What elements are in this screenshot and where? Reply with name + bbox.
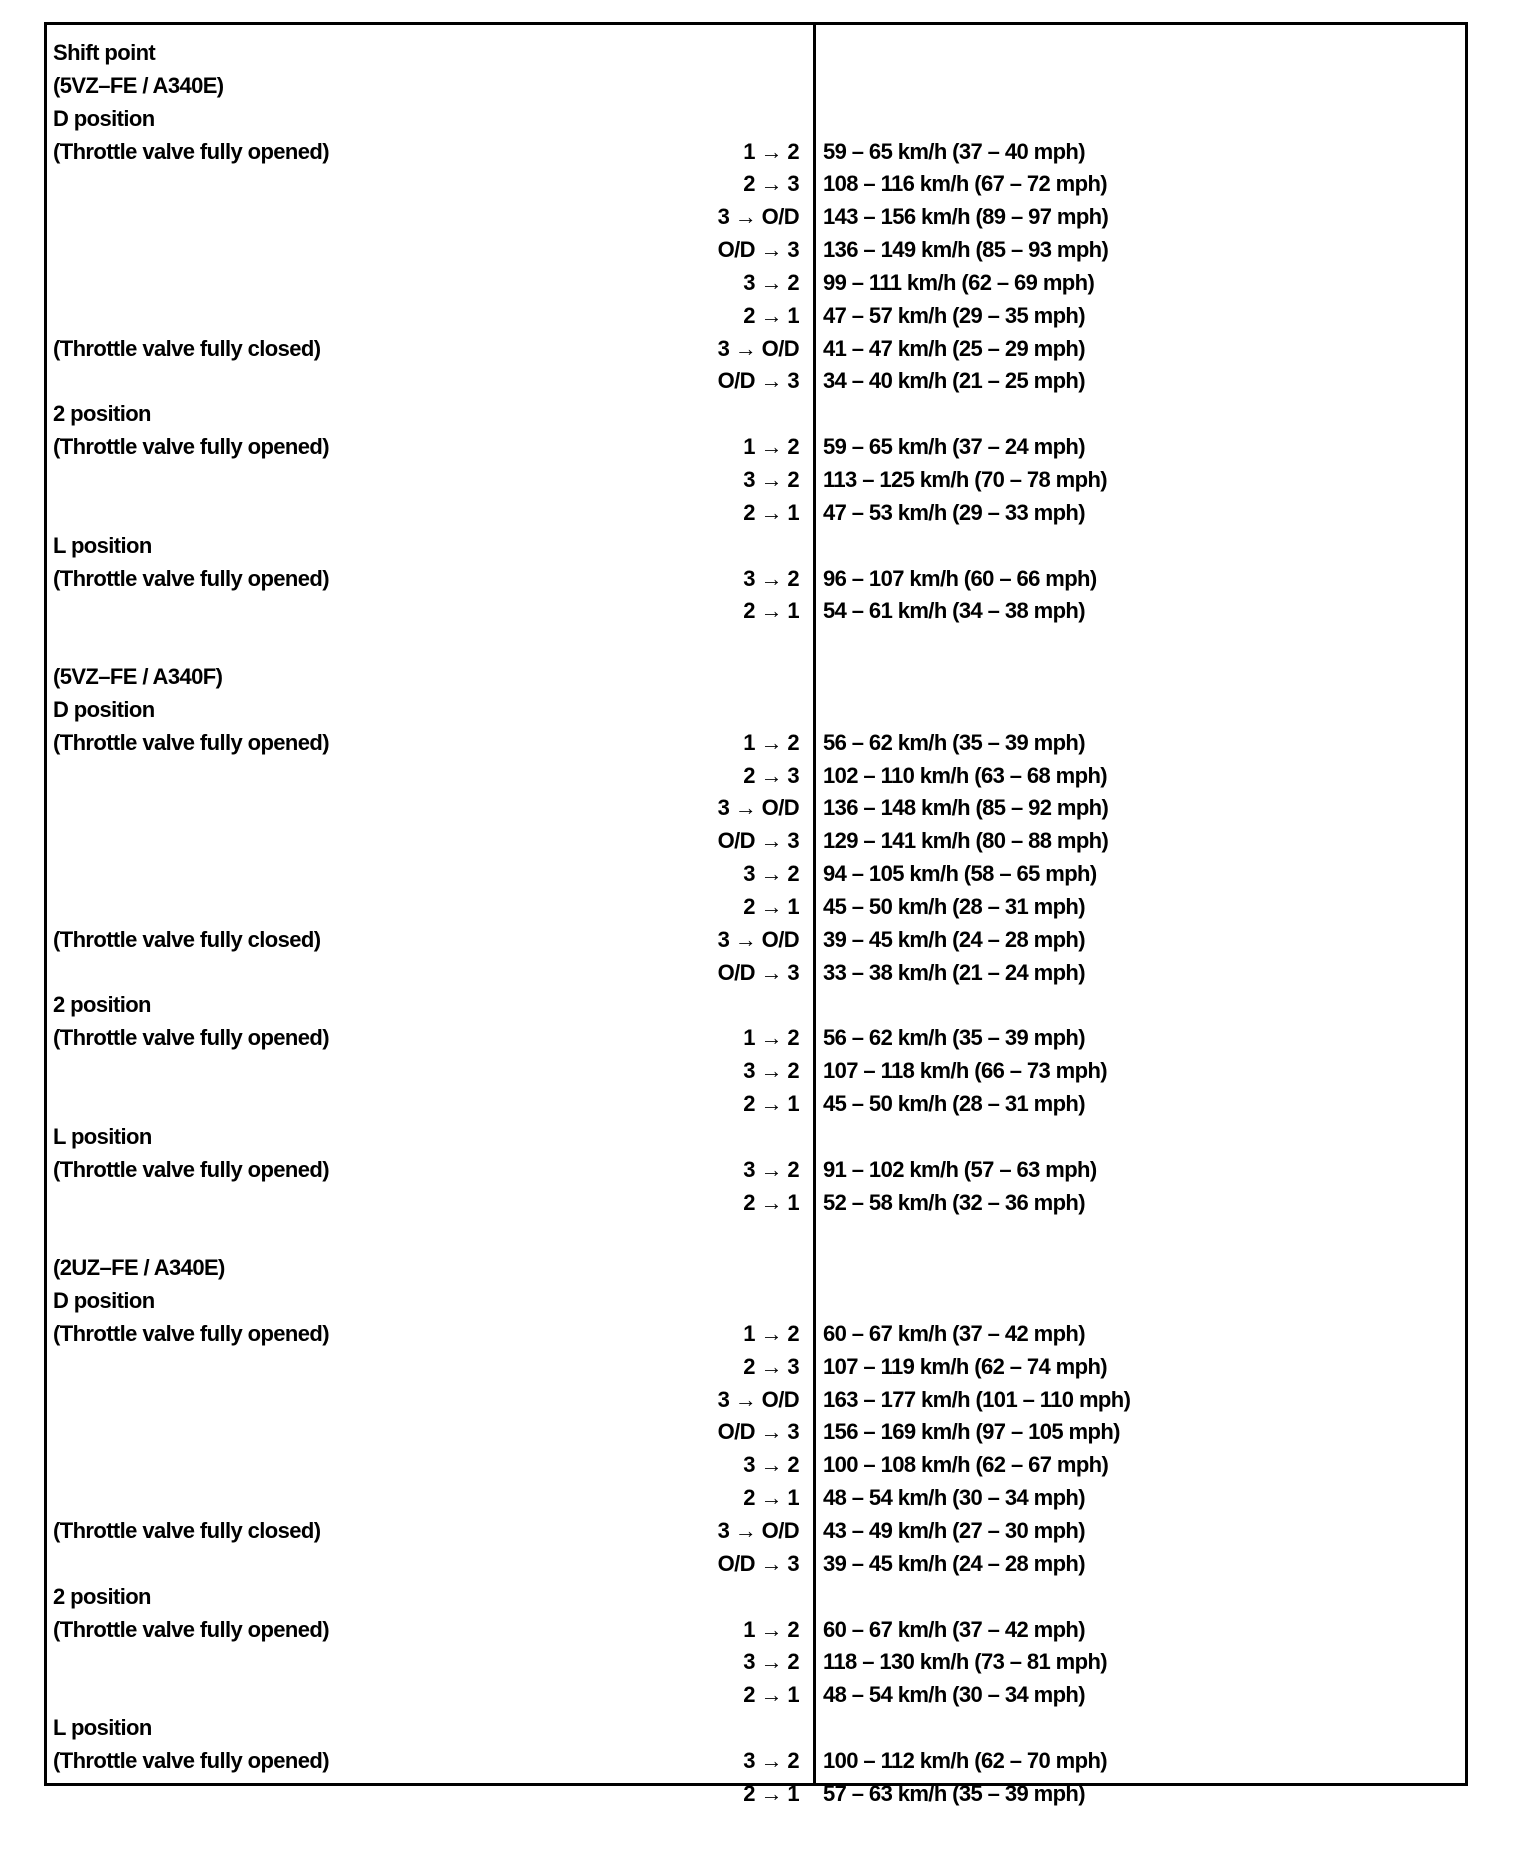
row-speed-value: 39 – 45 km/h (24 – 28 mph) — [823, 926, 1085, 952]
row-shift-range: 2 → 3 — [743, 762, 799, 788]
row-speed-value: 33 – 38 km/h (21 – 24 mph) — [823, 959, 1085, 985]
row-speed-value: 43 – 49 km/h (27 – 30 mph) — [823, 1517, 1085, 1543]
table-row — [47, 1515, 1465, 1548]
row-condition-label: (Throttle valve fully opened) — [53, 1616, 329, 1642]
row-condition-label: (5VZ–FE / A340F) — [53, 664, 223, 690]
row-speed-value: 100 – 112 km/h (62 – 70 mph) — [823, 1747, 1108, 1773]
row-shift-range: 3 → 2 — [743, 1649, 799, 1675]
row-shift-range: 3 → 2 — [743, 1452, 799, 1478]
row-speed-value: 47 – 57 km/h (29 – 35 mph) — [823, 302, 1085, 328]
table-row — [47, 661, 1465, 694]
row-shift-range: 2 → 3 — [743, 171, 799, 197]
table-row — [47, 136, 1465, 169]
row-shift-range: O/D → 3 — [717, 959, 799, 985]
spec-rows — [47, 37, 1465, 1811]
table-row — [47, 825, 1465, 858]
table-row — [47, 234, 1465, 267]
row-shift-range: O/D → 3 — [717, 1419, 799, 1445]
table-row — [47, 1187, 1465, 1220]
row-speed-value: 48 – 54 km/h (30 – 34 mph) — [823, 1485, 1085, 1511]
row-shift-range: 1 → 2 — [743, 1025, 799, 1051]
table-row — [47, 1055, 1465, 1088]
row-shift-range: 2 → 1 — [743, 893, 799, 919]
table-row — [47, 300, 1465, 333]
row-shift-range: 3 → O/D — [717, 1386, 799, 1412]
table-row — [47, 1449, 1465, 1482]
row-shift-range: 3 → O/D — [717, 1517, 799, 1543]
row-shift-range: 2 → 1 — [743, 1485, 799, 1511]
table-row — [47, 1252, 1465, 1285]
row-speed-value: 45 – 50 km/h (28 – 31 mph) — [823, 1091, 1085, 1116]
row-condition-label: (2UZ–FE / A340E) — [53, 1255, 225, 1281]
table-row — [47, 891, 1465, 924]
row-shift-range: 3 → 2 — [743, 1156, 799, 1182]
table-row — [47, 333, 1465, 366]
row-shift-range: 3 → O/D — [717, 795, 799, 821]
table-row — [47, 957, 1465, 990]
row-speed-value: 57 – 63 km/h (35 – 39 mph) — [823, 1780, 1085, 1806]
row-speed-value: 100 – 108 km/h (62 – 67 mph) — [823, 1452, 1109, 1478]
row-condition-label: Shift point — [53, 40, 156, 65]
table-row — [47, 464, 1465, 497]
row-shift-range: O/D → 3 — [717, 237, 799, 263]
row-condition-label: (Throttle valve fully closed) — [53, 926, 321, 952]
row-speed-value: 163 – 177 km/h (101 – 110 mph) — [823, 1386, 1131, 1412]
row-shift-range: 3 → O/D — [717, 335, 799, 361]
table-row — [47, 530, 1465, 563]
row-condition-label: 2 position — [53, 992, 151, 1018]
row-speed-value: 56 – 62 km/h (35 – 39 mph) — [823, 729, 1085, 755]
table-row — [47, 924, 1465, 957]
row-condition-label: (Throttle valve fully closed) — [53, 335, 321, 361]
row-speed-value: 48 – 54 km/h (30 – 34 mph) — [823, 1682, 1085, 1708]
row-condition-label: L position — [53, 1123, 152, 1149]
row-speed-value: 60 – 67 km/h (37 – 42 mph) — [823, 1320, 1085, 1346]
row-condition-label: (Throttle valve fully opened) — [53, 434, 329, 460]
row-condition-label: (Throttle valve fully opened) — [53, 1156, 329, 1182]
row-shift-range: 1 → 2 — [743, 434, 799, 460]
row-speed-value: 136 – 148 km/h (85 – 92 mph) — [823, 795, 1109, 821]
table-row — [47, 1022, 1465, 1055]
row-shift-range: 3 → O/D — [717, 204, 799, 230]
table-row — [47, 563, 1465, 596]
row-shift-range: O/D → 3 — [717, 828, 799, 854]
row-shift-range: 2 → 1 — [743, 1780, 799, 1806]
table-row — [47, 1154, 1465, 1187]
row-condition-label: 2 position — [53, 1583, 151, 1609]
row-speed-value: 59 – 65 km/h (37 – 40 mph) — [823, 138, 1085, 164]
row-condition-label: (Throttle valve fully opened) — [53, 1025, 329, 1051]
row-speed-value: 96 – 107 km/h (60 – 66 mph) — [823, 565, 1097, 591]
row-speed-value: 156 – 169 km/h (97 – 105 mph) — [823, 1419, 1120, 1445]
table-row — [47, 168, 1465, 201]
table-row — [47, 103, 1465, 136]
row-shift-range: 1 → 2 — [743, 729, 799, 755]
table-row — [47, 37, 1465, 70]
row-condition-label: D position — [53, 1288, 155, 1314]
table-row — [47, 727, 1465, 760]
row-speed-value: 143 – 156 km/h (89 – 97 mph) — [823, 204, 1109, 230]
row-shift-range: 2 → 3 — [743, 1353, 799, 1379]
table-row — [47, 1712, 1465, 1745]
row-shift-range: 2 → 1 — [743, 1682, 799, 1708]
table-row — [47, 1745, 1465, 1778]
row-speed-value: 56 – 62 km/h (35 – 39 mph) — [823, 1025, 1085, 1051]
row-condition-label: (Throttle valve fully closed) — [53, 1517, 321, 1543]
table-row — [47, 431, 1465, 464]
table-row — [47, 267, 1465, 300]
table-row — [47, 1219, 1465, 1252]
row-shift-range: 1 → 2 — [743, 138, 799, 164]
table-row — [47, 1614, 1465, 1647]
table-row — [47, 1384, 1465, 1417]
table-row — [47, 1121, 1465, 1154]
table-row — [47, 1581, 1465, 1614]
row-speed-value: 129 – 141 km/h (80 – 88 mph) — [823, 828, 1109, 854]
table-row — [47, 1416, 1465, 1449]
row-shift-range: 2 → 1 — [743, 1189, 799, 1215]
row-shift-range: 2 → 1 — [743, 1091, 799, 1116]
table-row — [47, 1679, 1465, 1712]
table-row — [47, 760, 1465, 793]
row-condition-label: (Throttle valve fully opened) — [53, 1747, 329, 1773]
table-row — [47, 1548, 1465, 1581]
row-condition-label: L position — [53, 1715, 152, 1741]
row-speed-value: 41 – 47 km/h (25 – 29 mph) — [823, 335, 1085, 361]
row-speed-value: 45 – 50 km/h (28 – 31 mph) — [823, 893, 1085, 919]
table-row — [47, 1646, 1465, 1679]
row-speed-value: 136 – 149 km/h (85 – 93 mph) — [823, 237, 1109, 263]
table-row — [47, 595, 1465, 628]
row-shift-range: 1 → 2 — [743, 1616, 799, 1642]
row-speed-value: 102 – 110 km/h (63 – 68 mph) — [823, 762, 1108, 788]
table-row — [47, 398, 1465, 431]
row-condition-label: D position — [53, 696, 155, 722]
row-shift-range: 3 → 2 — [743, 1747, 799, 1773]
table-row — [47, 989, 1465, 1022]
row-condition-label: (Throttle valve fully opened) — [53, 729, 329, 755]
spec-table — [44, 22, 1468, 1806]
row-speed-value: 52 – 58 km/h (32 – 36 mph) — [823, 1189, 1085, 1215]
row-speed-value: 118 – 130 km/h (73 – 81 mph) — [823, 1649, 1108, 1675]
row-shift-range: 3 → 2 — [743, 269, 799, 295]
row-speed-value: 39 – 45 km/h (24 – 28 mph) — [823, 1550, 1085, 1576]
table-row — [47, 1088, 1465, 1121]
table-row — [47, 858, 1465, 891]
row-condition-label: L position — [53, 532, 152, 558]
table-row — [47, 792, 1465, 825]
table-row — [47, 1351, 1465, 1384]
row-speed-value: 107 – 119 km/h (62 – 74 mph) — [823, 1353, 1108, 1379]
row-shift-range: 2 → 1 — [743, 499, 799, 525]
table-row — [47, 1285, 1465, 1318]
row-condition-label: (Throttle valve fully opened) — [53, 138, 329, 164]
row-speed-value: 108 – 116 km/h (67 – 72 mph) — [823, 171, 1108, 197]
table-row — [47, 201, 1465, 234]
row-speed-value: 113 – 125 km/h (70 – 78 mph) — [823, 466, 1108, 492]
row-shift-range: 1 → 2 — [743, 1320, 799, 1346]
table-row — [47, 1318, 1465, 1351]
table-row — [47, 70, 1465, 103]
row-shift-range: 2 → 1 — [743, 598, 799, 624]
table-row — [47, 1778, 1465, 1811]
row-speed-value: 91 – 102 km/h (57 – 63 mph) — [823, 1156, 1097, 1182]
row-shift-range: 3 → 2 — [743, 861, 799, 887]
row-speed-value: 94 – 105 km/h (58 – 65 mph) — [823, 861, 1097, 887]
row-shift-range: O/D → 3 — [717, 1550, 799, 1576]
table-row — [47, 497, 1465, 530]
row-shift-range: 2 → 1 — [743, 302, 799, 328]
row-speed-value: 34 – 40 km/h (21 – 25 mph) — [823, 368, 1085, 394]
row-shift-range: 3 → 2 — [743, 466, 799, 492]
row-condition-label: 2 position — [53, 401, 151, 427]
row-condition-label: (Throttle valve fully opened) — [53, 565, 329, 591]
table-row — [47, 365, 1465, 398]
row-speed-value: 107 – 118 km/h (66 – 73 mph) — [823, 1058, 1108, 1084]
table-row — [47, 628, 1465, 661]
row-condition-label: (5VZ–FE / A340E) — [53, 72, 224, 98]
row-shift-range: 3 → 2 — [743, 1058, 799, 1084]
row-condition-label: D position — [53, 105, 155, 131]
row-speed-value: 60 – 67 km/h (37 – 42 mph) — [823, 1616, 1085, 1642]
row-speed-value: 47 – 53 km/h (29 – 33 mph) — [823, 499, 1085, 525]
row-condition-label: (Throttle valve fully opened) — [53, 1320, 329, 1346]
table-row — [47, 1482, 1465, 1515]
row-speed-value: 99 – 111 km/h (62 – 69 mph) — [823, 269, 1095, 295]
row-speed-value: 54 – 61 km/h (34 – 38 mph) — [823, 598, 1085, 624]
table-row — [47, 694, 1465, 727]
row-shift-range: 3 → 2 — [743, 565, 799, 591]
row-shift-range: 3 → O/D — [717, 926, 799, 952]
row-shift-range: O/D → 3 — [717, 368, 799, 394]
row-speed-value: 59 – 65 km/h (37 – 24 mph) — [823, 434, 1085, 460]
